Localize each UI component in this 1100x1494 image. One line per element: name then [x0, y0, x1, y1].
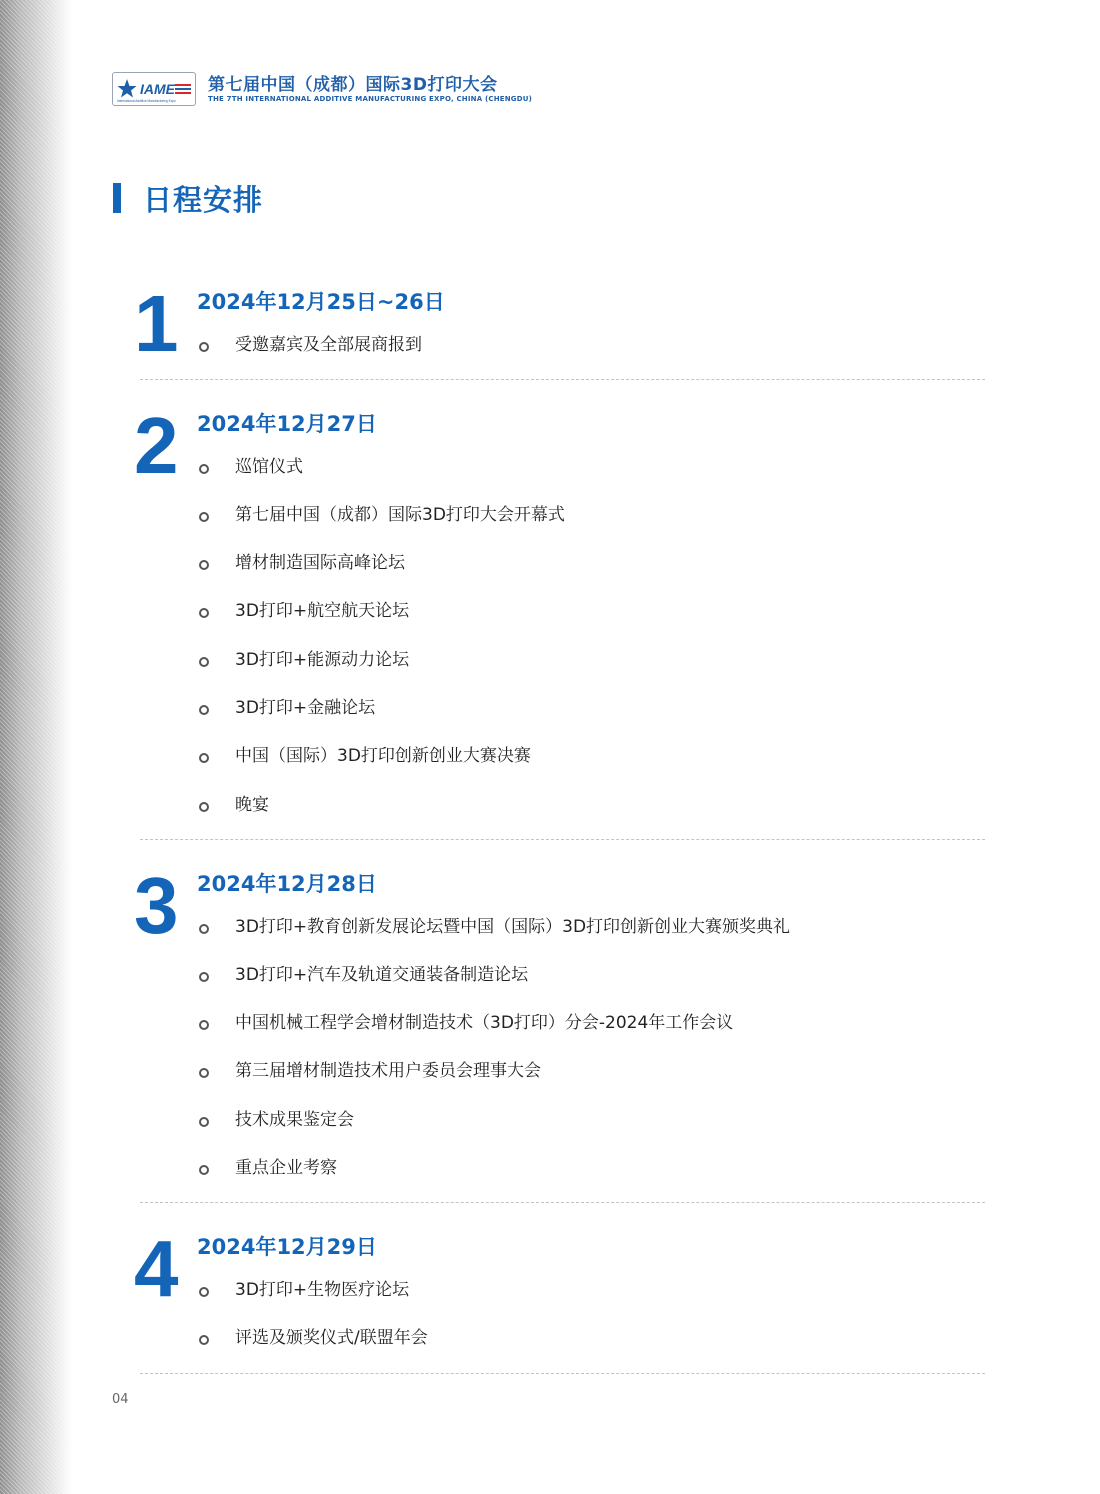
- bullet-icon: [199, 705, 209, 715]
- section-accent-bar: [113, 183, 121, 213]
- bullet-icon: [199, 924, 209, 934]
- bullet-icon: [199, 1287, 209, 1297]
- day-date: 2024年12月27日: [197, 412, 377, 436]
- item-text: 3D打印+汽车及轨道交通装备制造论坛: [235, 965, 529, 985]
- bullet-icon: [199, 1165, 209, 1175]
- day-number: 1: [134, 279, 179, 368]
- bullet-icon: [199, 802, 209, 812]
- bullet-icon: [199, 1020, 209, 1030]
- day-date: 2024年12月29日: [197, 1235, 377, 1259]
- logo-caption: International Additive Manufacturing Expo: [117, 99, 176, 103]
- bullet-icon: [199, 972, 209, 982]
- item-text: 中国机械工程学会增材制造技术（3D打印）分会-2024年工作会议: [235, 1013, 734, 1033]
- item-text: 重点企业考察: [235, 1158, 337, 1178]
- page-edge-shadow: [0, 0, 72, 1494]
- divider: [140, 379, 985, 380]
- day-date: 2024年12月28日: [197, 872, 377, 896]
- bullet-icon: [199, 657, 209, 667]
- section-title: 日程安排: [143, 183, 264, 217]
- divider: [140, 1373, 985, 1374]
- logo-wordmark: IAME: [140, 81, 175, 97]
- item-text: 第七届中国（成都）国际3D打印大会开幕式: [235, 505, 565, 525]
- day-number: 3: [134, 861, 179, 950]
- bullet-icon: [199, 1335, 209, 1345]
- bullet-icon: [199, 512, 209, 522]
- item-text: 受邀嘉宾及全部展商报到: [235, 335, 422, 355]
- bullet-icon: [199, 1117, 209, 1127]
- day-number: 4: [134, 1224, 179, 1313]
- item-text: 3D打印+金融论坛: [235, 698, 376, 718]
- item-text: 3D打印+能源动力论坛: [235, 650, 410, 670]
- bullet-icon: [199, 1068, 209, 1078]
- bullet-icon: [199, 753, 209, 763]
- bullet-icon: [199, 608, 209, 618]
- iame-logo: [112, 72, 196, 106]
- bullet-icon: [199, 342, 209, 352]
- item-text: 晚宴: [235, 795, 269, 815]
- bullet-icon: [199, 560, 209, 570]
- item-text: 增材制造国际高峰论坛: [235, 553, 405, 573]
- item-text: 评选及颁奖仪式/联盟年会: [235, 1328, 428, 1348]
- divider: [140, 1202, 985, 1203]
- item-text: 3D打印+教育创新发展论坛暨中国（国际）3D打印创新创业大赛颁奖典礼: [235, 917, 791, 937]
- day-date: 2024年12月25日~26日: [197, 290, 445, 314]
- divider: [140, 839, 985, 840]
- conference-title: 第七届中国（成都）国际3D打印大会: [208, 75, 498, 95]
- item-text: 巡馆仪式: [235, 457, 303, 477]
- item-text: 中国（国际）3D打印创新创业大赛决赛: [235, 746, 531, 766]
- item-text: 第三届增材制造技术用户委员会理事大会: [235, 1061, 541, 1081]
- item-text: 3D打印+生物医疗论坛: [235, 1280, 410, 1300]
- page-number: 04: [112, 1392, 129, 1407]
- item-text: 技术成果鉴定会: [235, 1110, 354, 1130]
- conference-subtitle: THE 7TH INTERNATIONAL ADDITIVE MANUFACTURING EXPO, CHINA (CHENGDU): [208, 95, 533, 103]
- day-number: 2: [134, 401, 179, 490]
- bullet-icon: [199, 464, 209, 474]
- item-text: 3D打印+航空航天论坛: [235, 601, 410, 621]
